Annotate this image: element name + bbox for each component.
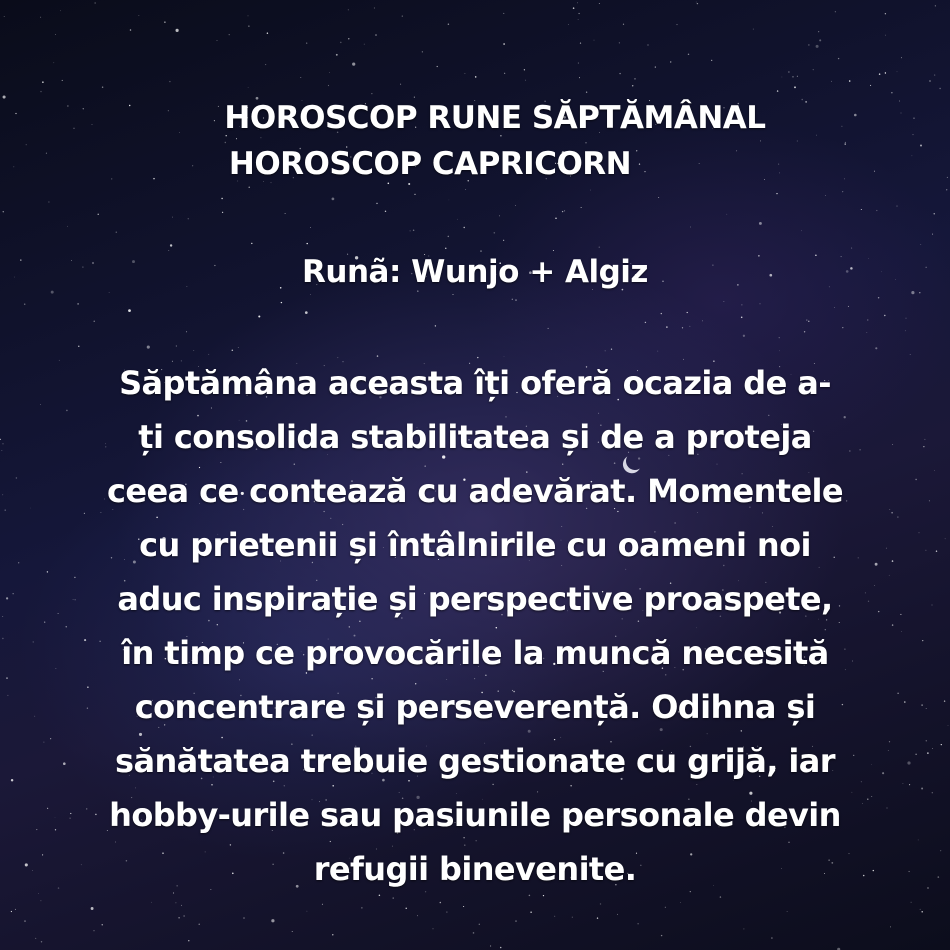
star [183,915,184,916]
star [95,3,96,4]
star [24,920,25,921]
star [499,216,500,217]
star [579,77,580,78]
star [935,5,936,6]
star [619,42,620,43]
star [568,24,569,25]
star [449,200,450,201]
star [371,93,372,94]
star [229,34,230,35]
star [77,303,79,305]
star [875,347,877,349]
star [139,15,140,16]
star [98,214,99,215]
star [248,87,249,88]
star [453,294,454,295]
star [779,350,780,351]
star [670,61,671,62]
star [306,43,307,44]
star [3,95,6,98]
title-line-2: HOROSCOP CAPRICORN [228,146,632,182]
star [788,71,789,72]
star [690,227,691,228]
star [464,73,465,74]
star [306,911,307,912]
star [530,912,531,913]
star [248,16,249,17]
star [676,24,677,25]
star [932,234,933,235]
star [232,349,234,351]
star [437,66,438,67]
star [759,222,762,225]
star [24,303,25,304]
star [446,912,447,913]
star [78,346,79,347]
star [188,940,189,941]
star [934,75,935,76]
star [906,318,907,319]
star [611,349,612,350]
star [55,34,56,35]
star [181,905,182,906]
star [504,73,505,74]
star [897,71,898,72]
star [376,203,377,204]
star [361,907,362,908]
star [782,77,783,78]
star [176,345,177,346]
star [912,155,913,156]
star [164,21,165,22]
star [724,301,725,302]
star [867,319,868,320]
star [851,248,852,249]
star [759,303,760,304]
star [463,906,464,907]
star [243,917,245,919]
star [393,897,394,898]
star [410,230,411,231]
star [605,351,606,352]
star [885,13,886,14]
star [849,80,851,82]
star [697,3,698,4]
star [680,902,681,903]
star [503,240,504,241]
star [586,92,587,93]
title-line-1: HOROSCOP RUNE SĂPTĂMÂNAL [224,100,766,136]
star [494,232,496,234]
star [777,90,778,91]
star [172,217,173,218]
star [348,38,349,39]
star [48,201,49,202]
star [741,304,742,305]
star [687,312,688,313]
star [623,24,624,25]
star [947,177,948,178]
star [329,72,330,73]
star [890,926,891,927]
star [573,7,575,9]
star [40,17,41,18]
star [285,213,286,214]
star [503,13,504,14]
star [600,903,601,904]
star [322,904,323,905]
star [813,69,814,70]
star [682,327,683,328]
star [512,299,513,300]
star [885,72,886,73]
star [265,64,266,65]
star [193,350,194,351]
star [448,23,449,24]
star [580,43,581,44]
star [385,211,386,212]
star [281,302,282,303]
star [199,924,200,925]
star [406,908,407,909]
body-line-9: hobby-urile sau pasiunile personale devin [109,796,841,834]
star [15,909,16,910]
star [102,924,103,925]
star [696,2,697,3]
star [879,73,881,75]
star [562,211,563,212]
star [414,194,415,195]
star [217,40,218,41]
star [878,297,879,298]
star [896,206,897,207]
star [60,10,61,11]
star [808,44,809,45]
star [617,914,618,915]
star [920,909,921,910]
star [870,85,871,86]
star [515,205,516,206]
star [804,331,805,332]
star [258,315,260,317]
star [911,902,912,903]
star [463,227,464,228]
star [422,51,423,52]
star [806,319,807,320]
star [40,91,41,92]
star [842,327,843,328]
star [876,210,877,211]
star [921,911,923,913]
star [62,80,63,81]
star [901,57,902,58]
body-line-2: ți consolida stabilitatea și de a proteja [138,418,812,456]
star [548,328,549,329]
star [808,321,809,322]
star [445,248,446,249]
star [249,187,250,188]
star [661,313,662,314]
star [457,219,458,220]
star [41,941,42,942]
body-line-10: refugii binevenite. [313,850,637,888]
star [336,54,338,56]
star [91,907,94,910]
star [787,911,788,912]
body-line-8: sănătatea trebuie gestionate cu grijă, iar [115,742,835,780]
star [946,189,947,190]
star [594,40,595,41]
star [94,930,95,931]
star [816,45,819,48]
star [292,931,293,932]
star [555,217,557,219]
star [741,317,743,319]
star [920,244,921,245]
star [578,63,579,64]
star [939,88,940,89]
star [885,35,886,36]
star [53,62,54,63]
star [655,67,656,68]
star [473,932,475,934]
star [305,311,308,314]
star [300,77,301,78]
star [433,928,434,929]
star [169,81,170,82]
body-line-4: cu prietenii și întâlnirile cu oameni noi [139,526,811,564]
star [42,81,44,83]
star [251,243,252,244]
star [645,322,646,323]
star [465,189,466,190]
star [525,80,526,81]
star [435,325,436,326]
star [794,86,796,88]
star [776,193,777,194]
star [905,330,906,331]
star [891,92,892,93]
rune-line: Runã: Wunjo + Algiz [302,254,648,290]
star [792,76,794,78]
star [819,39,821,41]
star [658,197,659,198]
star [490,945,491,946]
star [835,11,836,12]
star [328,85,329,86]
star [402,16,403,17]
star [515,921,516,922]
star [11,911,12,912]
star [554,916,555,917]
star [597,917,598,918]
star [726,214,727,215]
star [306,243,307,244]
star [866,332,867,333]
star [634,78,635,79]
star [661,935,662,936]
star [578,19,579,20]
star [332,198,335,201]
star [934,213,935,214]
star [515,299,516,300]
star [848,306,849,307]
star [578,13,579,14]
star [572,917,573,918]
star [348,10,349,11]
star [779,337,780,338]
star [67,226,68,227]
star [711,60,712,61]
star [743,335,745,337]
star [222,212,223,213]
star [4,16,5,17]
star [599,246,600,247]
star [35,938,36,939]
star [581,207,582,208]
star [352,63,355,66]
star [400,84,401,85]
star [175,902,176,903]
star [648,45,649,46]
star [910,354,911,355]
star [440,902,442,904]
star [861,209,862,210]
star [340,42,342,44]
star [666,326,667,327]
star [637,923,638,924]
star [310,294,311,295]
star [374,8,375,9]
star [248,25,249,26]
star [838,58,839,59]
star [831,81,832,82]
star [94,321,95,322]
star [413,229,415,231]
star [448,236,450,238]
star [929,80,930,81]
star [720,896,721,897]
star [619,73,620,74]
star [332,934,333,935]
star [524,69,525,70]
star [825,195,826,196]
body-line-5: aduc inspirație și perspective proaspete, [117,580,833,618]
star [116,231,117,232]
star [170,244,172,246]
star [920,145,922,147]
star [590,190,591,191]
star [40,900,41,901]
star [743,928,744,929]
star [599,3,600,4]
star [375,34,377,36]
star [842,191,843,192]
body-line-7: concentrare și perseverență. Odihna și [134,688,816,726]
star [503,43,505,45]
star [665,907,666,908]
star [208,354,209,355]
star [632,85,633,86]
star [178,917,180,919]
star [267,32,268,33]
star [417,915,418,916]
star [797,76,798,77]
star [15,113,16,114]
body-line-6: în timp ce provocările la muncă necesită [121,634,829,672]
star [176,29,179,32]
star [834,307,835,308]
star [151,902,152,903]
star [128,309,131,312]
star [801,230,802,231]
star [221,198,222,199]
star [364,44,365,45]
star [657,351,658,352]
star [188,218,189,219]
star [884,315,885,316]
star [702,321,703,322]
body-line-1: Săptămâna aceasta îți oferă ocazia de a- [119,364,831,402]
star [310,227,311,228]
star [690,326,691,327]
star [130,29,132,31]
star [3,211,4,212]
star [186,331,187,332]
star [102,86,103,87]
star [271,919,274,922]
star [771,937,773,939]
star [818,31,819,32]
star [753,29,754,30]
star [577,2,578,3]
body-line-3: ceea ce contează cu adevărat. Momentele [106,472,844,510]
star [479,924,480,925]
star [500,947,502,949]
star [564,210,565,211]
star [688,54,689,55]
star [147,346,150,349]
star [475,76,477,78]
star [238,347,239,348]
